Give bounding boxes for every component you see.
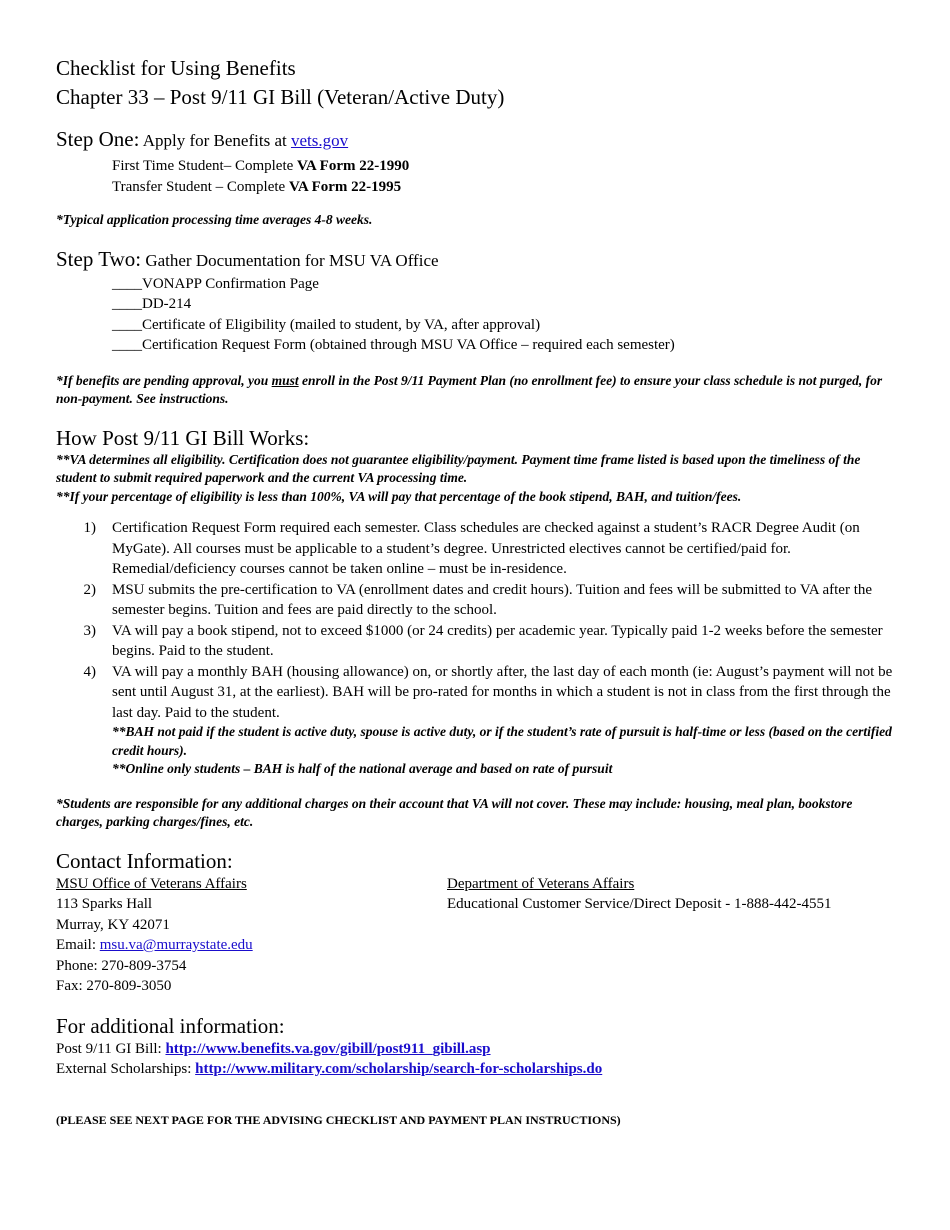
checklist-item: ____DD-214 [112, 296, 192, 312]
footer-note: (PLEASE SEE NEXT PAGE FOR THE ADVISING CHECKLIST AND PAYMENT PLAN INSTRUCTIONS) [56, 1112, 621, 1127]
msu-contact [56, 874, 447, 997]
form-line-text: Transfer Student – Complete [112, 178, 289, 195]
fax-line: Fax: 270-809-3050 [56, 978, 172, 994]
list-text-main: VA will pay a monthly BAH (housing allowance) on, or shortly after, the last day of each month (ie: August’s payment will not be sent until August 31, at the earliest). BAH will be pro-rated for months in which a student is not in class from the first through the last day. Paid to the student. [112, 663, 893, 721]
email-label: Email: [56, 937, 100, 953]
step-one-text: Apply for Benefits at [142, 131, 287, 150]
form-line-text: First Time Student– Complete [112, 158, 298, 174]
checklist-item: ____Certificate of Eligibility (mailed to student, by VA, after approval) [112, 316, 541, 333]
phone-line: Phone: 270-809-3754 [56, 957, 187, 974]
percentage-note: **If your percentage of eligibility is less than 100%, VA will pay that percentage of the book stipend, BAH, and tuition/fees. [56, 488, 742, 504]
scholarships-line [56, 1059, 896, 1080]
form-line-first-time [56, 156, 896, 177]
document-page [56, 54, 896, 1128]
email-line [56, 935, 447, 956]
bah-online-note: **Online only students – BAH is half of the national average and based on rate of pursuit [112, 761, 613, 776]
list-text: VA will pay a book stipend, not to exceed $1000 (or 24 credits) per academic year. Typically paid 1-2 weeks before the semester begins. Paid to the student. [112, 622, 883, 659]
gi-bill-link[interactable]: http://www.benefits.va.gov/gibill/post911_gibill.asp [165, 1040, 491, 1057]
form-number: VA Form 22-1995 [288, 178, 402, 195]
address-line-1: 113 Sparks Hall [56, 896, 153, 912]
address-line-2: Murray, KY 42071 [56, 916, 170, 933]
step-one-heading [56, 126, 896, 154]
bah-active-duty-note: **BAH not paid if the student is active duty, spouse is active duty, or if the student’s rate of pursuit is half-time or less (based on the certified credit hours). [112, 724, 892, 758]
additional-info-section [56, 1013, 896, 1080]
form-line-transfer [56, 177, 896, 198]
gi-bill-line [56, 1039, 896, 1060]
list-text: Certification Request Form required each semester. Class schedules are checked against a student’s RACR Degree Audit (on MyGate). All courses must be applicable to a student’s degree. Unrestricted electives cannot be certified/paid for. Remedial/deficiency courses cannot be taken online – must be in-residence. [112, 520, 860, 577]
list-item [56, 662, 896, 779]
list-item [56, 518, 896, 580]
email-link[interactable]: msu.va@murraystate.edu [99, 937, 253, 953]
eligibility-note: **VA determines all eligibility. Certification does not guarantee eligibility/payment. Payment time frame listed is based upon the timeliness of the student to submit required paperwork and the current VA processing time. [56, 451, 861, 485]
contact-heading: Contact Information: [56, 848, 233, 873]
list-number: 3) [83, 622, 96, 639]
contact-columns [56, 874, 896, 997]
note-text: enroll in the Post 9/11 Payment Plan (no enrollment fee) to ensure your class schedule is not purged, for non-payment. See instructions. [56, 372, 883, 406]
list-text [112, 662, 896, 779]
processing-time-note: *Typical application processing time averages 4-8 weeks. [56, 212, 373, 227]
gi-bill-label: Post 9/11 GI Bill: [56, 1040, 166, 1057]
list-item [56, 580, 896, 621]
step-one-lead: Step One: [56, 127, 140, 151]
checklist-item: ____Certification Request Form (obtained through MSU VA Office – required each semester) [112, 337, 675, 353]
list-item [56, 621, 896, 662]
how-heading: How Post 9/11 GI Bill Works: [56, 425, 310, 450]
va-dept-name: Department of Veterans Affairs [447, 875, 635, 892]
list-number: 4) [83, 663, 96, 680]
list-text: MSU submits the pre-certification to VA (enrollment dates and credit hours). Tuition and fees will be submitted to VA after the semester begins. Tuition and fees are paid directly to the school. [112, 581, 873, 618]
checklist-item: ____VONAPP Confirmation Page [112, 275, 319, 292]
step-one-section [56, 126, 896, 230]
msu-office-name: MSU Office of Veterans Affairs [56, 875, 247, 892]
note-text: *If benefits are pending approval, you [56, 372, 272, 388]
additional-charges-note: *Students are responsible for any additional charges on their account that VA will not cover. These may include: housing, meal plan, bookstore charges, parking charges/fines, etc. [56, 795, 853, 829]
how-list [56, 518, 896, 779]
form-number: VA Form 22-1990 [297, 158, 410, 174]
step-two-text: Gather Documentation for MSU VA Office [145, 250, 439, 270]
additional-heading: For additional information: [56, 1013, 285, 1038]
note-emphasis: must [271, 372, 299, 388]
contact-section [56, 848, 896, 997]
vets-gov-link[interactable]: vets.gov [290, 131, 349, 150]
payment-plan-note [56, 372, 896, 409]
step-two-heading [56, 246, 896, 274]
list-number: 1) [83, 520, 96, 536]
list-number: 2) [83, 581, 96, 598]
scholarships-label: External Scholarships: [56, 1061, 196, 1077]
how-it-works-section [56, 425, 896, 832]
document-title [56, 54, 896, 112]
scholarships-link[interactable]: http://www.military.com/scholarship/search-for-scholarships.do [195, 1061, 603, 1077]
title-line-2: Chapter 33 – Post 9/11 GI Bill (Veteran/Active Duty) [56, 85, 505, 109]
step-two-lead: Step Two: [56, 246, 142, 271]
va-contact [447, 874, 896, 997]
title-line-1: Checklist for Using Benefits [56, 56, 296, 80]
step-two-section [56, 246, 896, 409]
va-service-line: Educational Customer Service/Direct Deposit - 1-888-442-4551 [447, 896, 832, 912]
